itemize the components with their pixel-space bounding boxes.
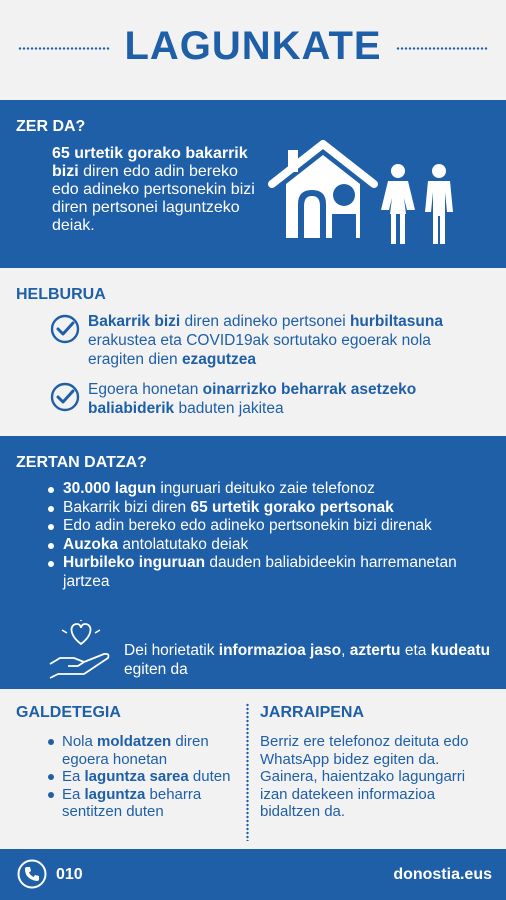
goal-regular: diren adineko pertsonei bbox=[180, 313, 350, 330]
item-regular: dauden baliabideekin harremanetan jartzea bbox=[63, 554, 457, 590]
goal-regular: Egoera honetan bbox=[88, 381, 203, 398]
item-regular: diren egoera honetan bbox=[62, 733, 209, 768]
check-icon bbox=[50, 314, 80, 344]
info-bold: kudeatu bbox=[430, 642, 491, 659]
list-item bbox=[46, 786, 246, 821]
column-divider bbox=[246, 703, 249, 841]
heading-zer-da: ZER DA? bbox=[16, 118, 86, 135]
house-icon bbox=[268, 138, 378, 244]
list-item bbox=[46, 499, 486, 518]
goal-bold: Bakarrik bizi bbox=[88, 313, 181, 330]
goal-text bbox=[88, 312, 488, 369]
phone-icon[interactable] bbox=[17, 859, 47, 889]
info-bold: informazioa jaso bbox=[218, 642, 342, 659]
item-bold: laguntza sarea bbox=[84, 768, 189, 785]
item-bold: laguntza bbox=[84, 785, 146, 803]
phone-number[interactable]: 010 bbox=[56, 866, 83, 883]
item-regular: duten bbox=[188, 768, 231, 785]
list-item bbox=[46, 554, 486, 591]
hand-heart-icon bbox=[48, 620, 114, 680]
item-regular: beharra sentitzen duten bbox=[62, 785, 202, 820]
list-item bbox=[46, 536, 486, 555]
people-icon bbox=[380, 162, 460, 246]
goal-bold: ezagutzea bbox=[181, 351, 257, 368]
section-helburua bbox=[0, 268, 506, 436]
galdetegia-list bbox=[46, 733, 246, 821]
info-regular: eta bbox=[400, 642, 431, 659]
goal-bold: hurbiltasuna bbox=[349, 313, 443, 330]
item-regular: Bakarrik bizi diren bbox=[63, 498, 191, 516]
heading-galdetegia: GALDETEGIA bbox=[16, 704, 121, 721]
item-regular: Ea bbox=[62, 785, 85, 803]
item-bold: 65 urtetik gorako pertsonak bbox=[190, 498, 394, 516]
zer-da-text bbox=[52, 145, 262, 235]
section-zer-da bbox=[0, 100, 506, 268]
jarraipena-text: Berriz ere telefonoz deituta edo WhatsApp bidez egiten da. Gainera, haientzako lagungarri izan datekeen informazioa bidaltzen da. bbox=[260, 733, 469, 820]
info-regular: egiten da bbox=[124, 661, 188, 678]
item-bold: Hurbileko inguruan bbox=[63, 554, 206, 571]
title-dots-right bbox=[396, 47, 488, 50]
item-regular: Nola bbox=[62, 733, 98, 750]
website-link[interactable]: donostia.eus bbox=[393, 866, 492, 883]
item-bold: moldatzen bbox=[97, 733, 172, 750]
info-regular: Dei horietatik bbox=[124, 642, 219, 659]
zer-da-bold: 65 urtetik gorako bakarrik bizi bbox=[52, 145, 248, 180]
info-regular: , bbox=[341, 642, 350, 659]
check-icon bbox=[50, 382, 80, 412]
list-item bbox=[46, 517, 486, 536]
header bbox=[0, 0, 506, 100]
item-bold: 30.000 lagun bbox=[63, 480, 157, 497]
footer bbox=[0, 849, 506, 900]
item-regular: inguruari deituko zaie telefonoz bbox=[156, 480, 375, 497]
section-zertan-datza bbox=[0, 436, 506, 689]
goal-regular: erakustea eta COVID19ak sortutako egoerak nola eragiten dien bbox=[88, 332, 431, 368]
goal-bold: oinarrizko beharrak asetzeko baliabiderik bbox=[88, 381, 417, 417]
section-galdetegia-jarraipena bbox=[0, 689, 506, 849]
list-item bbox=[46, 480, 486, 499]
zertan-list bbox=[46, 480, 486, 591]
goal-text bbox=[88, 380, 488, 418]
heading-jarraipena: JARRAIPENA bbox=[260, 704, 365, 721]
info-text bbox=[124, 641, 494, 679]
goal-regular: baduten jakitea bbox=[174, 400, 284, 417]
page-title: LAGUNKATE bbox=[124, 24, 382, 68]
info-bold: aztertu bbox=[349, 642, 401, 659]
list-item bbox=[46, 733, 246, 768]
zer-da-regular: diren edo adin bereko edo adineko pertsonekin bizi diren pertsonei laguntzeko deiak. bbox=[52, 163, 255, 234]
item-regular: Edo adin bereko edo adineko pertsonekin bizi direnak bbox=[63, 517, 432, 534]
item-regular: Ea bbox=[62, 768, 85, 785]
item-bold: Auzoka bbox=[63, 535, 119, 553]
list-item bbox=[46, 768, 246, 786]
heading-helburua: HELBURUA bbox=[16, 286, 106, 303]
heading-zertan-datza: ZERTAN DATZA? bbox=[16, 454, 147, 471]
item-regular: antolatutako deiak bbox=[118, 535, 249, 553]
